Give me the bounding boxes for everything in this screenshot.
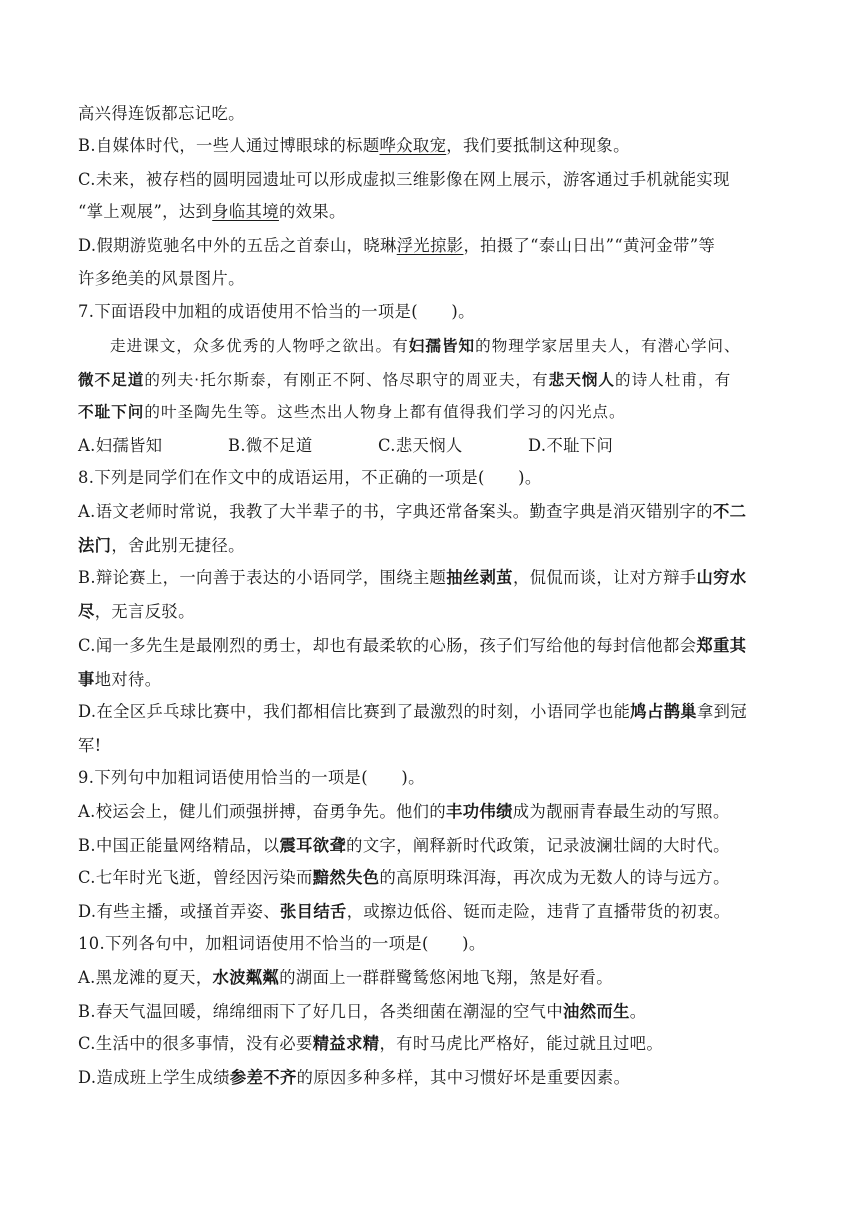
text-line — [78, 968, 786, 988]
text-line — [78, 802, 786, 822]
text-line — [78, 736, 786, 756]
text-line — [78, 136, 786, 156]
text-line — [110, 336, 786, 356]
text-segment: 的高原明珠洱海，再次成为无数人的诗与远方。 — [379, 868, 730, 887]
text-segment: 的物理学家居里夫人，有潜心学问、 — [475, 337, 741, 355]
bold-idiom: 妇孺皆知 — [408, 337, 476, 355]
text-line — [78, 236, 786, 256]
bold-idiom: 鸠占鹊巢 — [630, 702, 697, 721]
underlined-idiom: 身临其境 — [212, 202, 279, 221]
bold-idiom: 法门 — [78, 536, 112, 555]
text-segment: ，无言反驳。 — [94, 602, 195, 621]
bold-idiom: 山穷水 — [696, 568, 747, 587]
text-line — [78, 170, 786, 190]
bold-idiom: 震耳欲聋 — [279, 836, 347, 855]
text-segment: 成为靓丽青春最生动的写照。 — [512, 802, 730, 821]
text-segment: 的效果。 — [278, 202, 346, 221]
bold-idiom: 张目结舌 — [279, 902, 347, 921]
text-line — [78, 602, 786, 622]
bold-idiom: 抽丝剥茧 — [446, 568, 513, 587]
answer-options-row — [78, 436, 786, 456]
text-line — [78, 302, 786, 322]
underlined-idiom: 浮光掠影 — [396, 236, 464, 255]
text-segment: 的诗人杜甫，有 — [615, 371, 732, 389]
text-segment: 的湖面上一群群鹭鸶悠闲地飞翔，煞是好看。 — [279, 968, 613, 987]
text-segment: 7.下面语段中加粗的成语使用不恰当的一项是( )。 — [78, 302, 475, 321]
bold-idiom: 不耻下问 — [78, 403, 145, 421]
bold-idiom: 微不足道 — [78, 371, 145, 389]
text-line — [78, 536, 786, 556]
text-segment: D.在全区乒乓球比赛中，我们都相信比赛到了最激烈的时刻，小语同学也能 — [78, 702, 631, 721]
text-segment: ，拍摄了“泰山日出”“黄河金带”等 — [463, 236, 716, 255]
text-segment: 的叶圣陶先生等。这些杰出人物身上都有值得我们学习的闪光点。 — [144, 403, 626, 421]
text-line — [78, 370, 786, 390]
bold-idiom: 精益求精 — [312, 1034, 380, 1053]
text-segment: 高兴得连饭都忘记吃。 — [78, 104, 245, 123]
text-segment: A.校运会上，健儿们顽强拼搏，奋勇争先。他们的 — [78, 802, 447, 821]
bold-idiom: 郑重其 — [696, 636, 747, 655]
text-line — [78, 568, 786, 588]
text-segment: B.辩论赛上，一向善于表达的小语同学，围绕主题 — [78, 568, 447, 587]
text-line — [78, 934, 786, 954]
bold-idiom: 悲天悯人 — [548, 371, 615, 389]
answer-option: D.不耻下问 — [528, 436, 614, 455]
text-segment: “掌上观展”，达到 — [78, 202, 213, 221]
text-line — [78, 868, 786, 888]
answer-option: B.微不足道 — [228, 436, 313, 455]
text-segment: 地对待。 — [94, 670, 162, 689]
text-line — [78, 468, 786, 488]
text-line — [78, 836, 786, 856]
answer-option: C.悲天悯人 — [378, 436, 463, 455]
text-segment: B.中国正能量网络精品，以 — [78, 836, 280, 855]
text-line — [78, 902, 786, 922]
text-line — [78, 1068, 786, 1088]
text-line — [78, 104, 786, 124]
bold-idiom: 参差不齐 — [229, 1068, 297, 1087]
text-line — [78, 1002, 786, 1022]
text-segment: 许多绝美的风景图片。 — [78, 269, 245, 288]
text-line — [78, 636, 786, 656]
text-line — [78, 202, 786, 222]
bold-idiom: 不二 — [712, 502, 747, 521]
text-segment: 9.下列句中加粗词语使用恰当的一项是( )。 — [78, 768, 425, 787]
text-line — [78, 768, 786, 788]
text-segment: 10.下列各句中，加粗词语使用不恰当的一项是( )。 — [78, 934, 486, 953]
bold-idiom: 水波粼粼 — [212, 968, 280, 987]
underlined-idiom: 哗众取宠 — [379, 136, 447, 155]
text-segment: C.生活中的很多事情，没有必要 — [78, 1034, 313, 1053]
text-segment: 的列夫·托尔斯泰，有刚正不阿、恪尽职守的周亚夫，有 — [144, 371, 549, 389]
text-segment: D.有些主播，或搔首弄姿、 — [78, 902, 280, 921]
text-line — [78, 402, 786, 422]
text-segment: D.造成班上学生成绩 — [78, 1068, 230, 1087]
bold-idiom: 黯然失色 — [312, 868, 380, 887]
text-segment: C.未来，被存档的圆明园遗址可以形成虚拟三维影像在网上展示，游客通过手机就能实现 — [78, 170, 730, 189]
bold-idiom: 事 — [78, 670, 95, 689]
text-segment: 的文字，阐释新时代政策，记录波澜壮阔的大时代。 — [346, 836, 730, 855]
text-segment: A.黑龙滩的夏天， — [78, 968, 213, 987]
text-line — [78, 502, 786, 522]
answer-option: A.妇孺皆知 — [78, 436, 163, 455]
text-segment: 军! — [78, 736, 102, 755]
bold-idiom: 丰功伟绩 — [446, 802, 513, 821]
text-segment: 8.下列是同学们在作文中的成语运用，不正确的一项是( )。 — [78, 468, 542, 487]
text-segment: 。 — [629, 1002, 647, 1021]
text-segment: B.春天气温回暖，绵绵细雨下了好几日，各类细菌在潮湿的空气中 — [78, 1002, 564, 1021]
text-segment: 走进课文，众多优秀的人物呼之欲出。有 — [110, 337, 409, 355]
text-segment: 的原因多种多样，其中习惯好坏是重要因素。 — [296, 1068, 631, 1087]
text-segment: ，有时马虎比严格好，能过就且过吧。 — [379, 1034, 664, 1053]
bold-idiom: 尽 — [78, 602, 95, 621]
text-line — [78, 269, 786, 289]
text-line — [78, 670, 786, 690]
text-segment: ，侃侃而谈，让对方辩手 — [512, 568, 697, 587]
text-segment: ，或擦边低俗、铤而走险，违背了直播带货的初衷。 — [346, 902, 731, 921]
text-segment: D.假期游览驰名中外的五岳之首泰山，晓琳 — [78, 236, 397, 255]
text-line — [78, 1034, 786, 1054]
text-line — [78, 702, 786, 722]
text-segment: 拿到冠 — [697, 702, 748, 721]
bold-idiom: 油然而生 — [563, 1002, 630, 1021]
text-segment: B.自媒体时代，一些人通过博眼球的标题 — [78, 136, 380, 155]
text-segment: C.七年时光飞逝，曾经因污染而 — [78, 868, 313, 887]
text-segment: ，我们要抵制这种现象。 — [446, 136, 630, 155]
text-segment: C.闻一多先生是最刚烈的勇士，却也有最柔软的心肠，孩子们写给他的每封信他都会 — [78, 636, 697, 655]
text-segment: ，舍此别无捷径。 — [111, 536, 245, 555]
text-segment: A.语文老师时常说，我教了大半辈子的书，字典还常备案头。勤查字典是消灭错别字的 — [78, 502, 713, 521]
